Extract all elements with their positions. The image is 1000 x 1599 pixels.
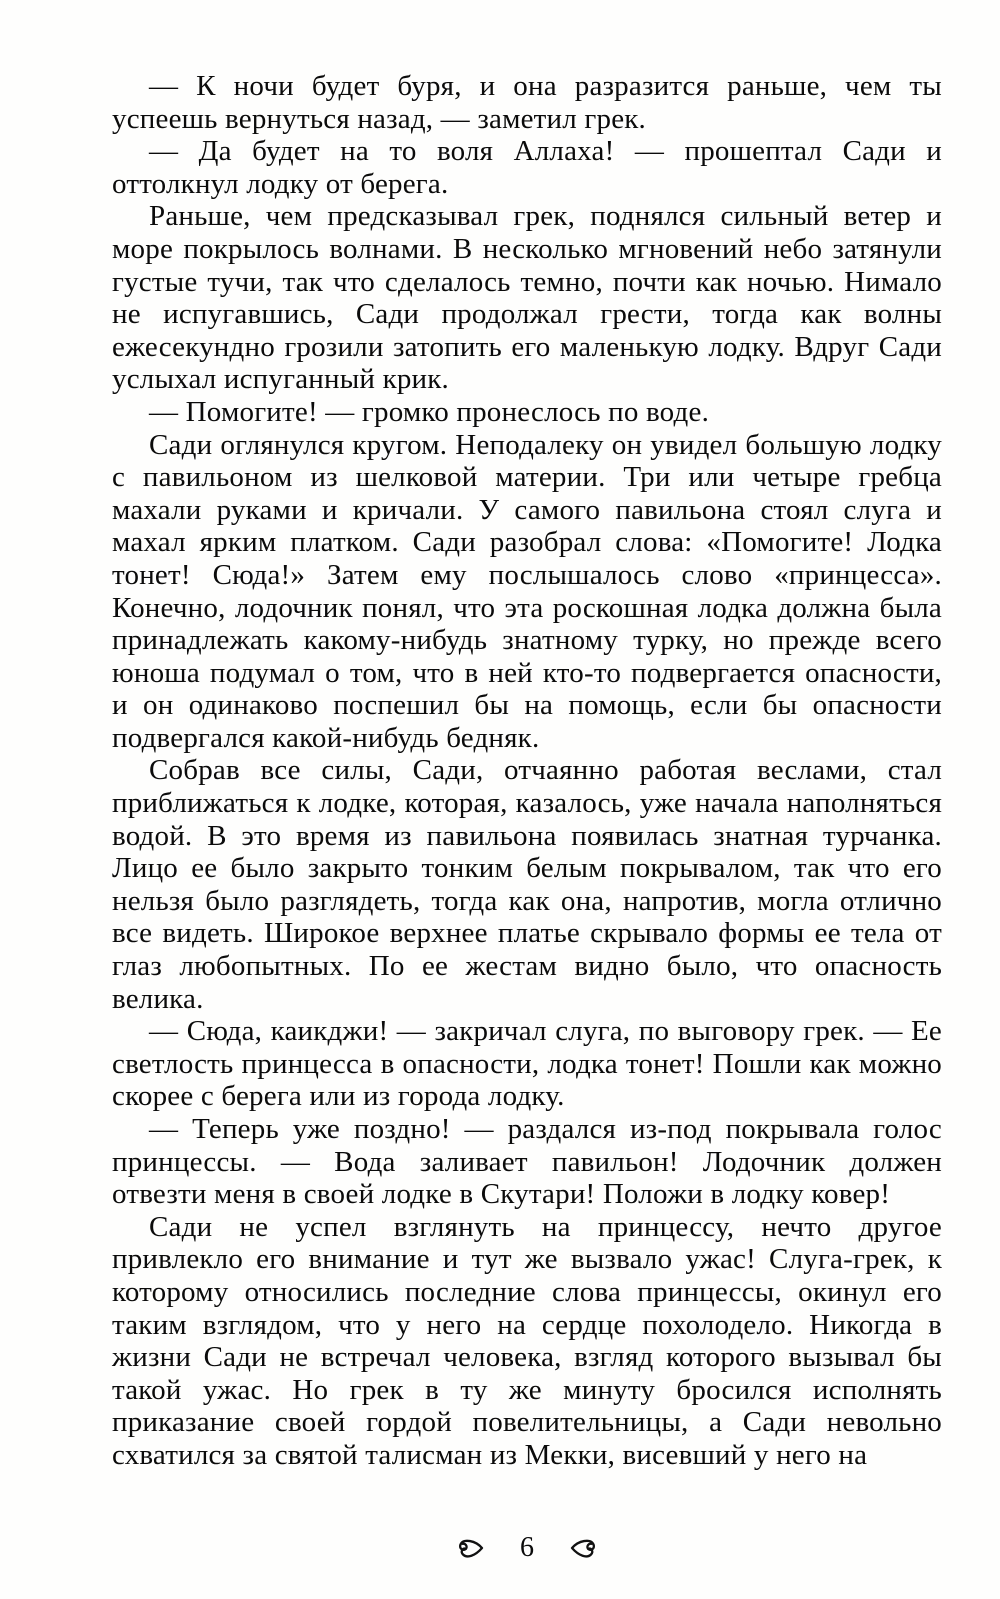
paragraph: Сади не успел взглянуть на принцессу, нечто другое привлекло его внимание и тут же вызвало ужас! Слуга-грек, к которому относились последние слова принцессы, окинул его таким взглядом, что у него на сердце похолодело. Никогда в жизни Сади не встречал человека, взгляд которого вызывал бы такой ужас. Но грек в ту же минуту бросился исполнять приказание своей гордой повелительницы, а Сади невольно схватился за святой талисман из Мекки, висевший у него на xyxy=(112,1210,942,1471)
paragraph: Сади оглянулся кругом. Неподалеку он увидел большую лодку с павильоном из шелковой материи. Три или четыре гребца махали руками и кричали. У самого павильона стоял слуга и махал ярким платком. Сади разобрал слова: «Помогите! Лодка тонет! Сюда!» Затем ему послышалось слово «принцесса». Конечно, лодочник понял, что эта роскошная лодка должна была принадлежать какому-нибудь знатному турку, но прежде всего юноша подумал о том, что в ней кто-то подвергается опасности, и он одинаково поспешил бы на помощь, если бы опасности подвергался какой-нибудь бедняк. xyxy=(112,428,942,754)
floral-flourish-left-icon xyxy=(457,1538,484,1559)
paragraph: — К ночи будет буря, и она разразится раньше, чем ты успеешь вернуться назад, — заметил грек. xyxy=(112,70,942,135)
paragraph: — Да будет на то воля Аллаха! — прошептал Сади и оттолкнул лодку от берега. xyxy=(112,135,942,200)
paragraph: — Теперь уже поздно! — раздался из-под покрывала голос принцессы. — Вода заливает павильон! Лодочник должен отвезти меня в своей лодке в Скутари! Положи в лодку ковер! xyxy=(112,1113,942,1211)
floral-flourish-right-icon xyxy=(570,1538,597,1559)
paragraph: — Помогите! — громко пронеслось по воде. xyxy=(149,395,710,428)
paragraph: Раньше, чем предсказывал грек, поднялся сильный ветер и море покрылось волнами. В несколько мгновений небо затянули густые тучи, так что сделалось темно, почти как ночью. Нимало не испугавшись, Сади продолжал грести, тогда как волны ежесекундно грозили затопить его маленькую лодку. Вдруг Сади услыхал испуганный крик. xyxy=(112,200,942,396)
paragraph: — Сюда, каикджи! — закричал слуга, по выговору грек. — Ее светлость принцесса в опасности, лодка тонет! Пошли как можно скорее с берега или из города лодку. xyxy=(112,1015,942,1113)
page-text xyxy=(112,70,942,1472)
paragraph: Собрав все силы, Сади, отчаянно работая веслами, стал приближаться к лодке, которая, казалось, уже начала наполняться водой. В это время из павильона появилась знатная турчанка. Лицо ее было закрыто тонким белым покрывалом, так что его нельзя было разглядеть, тогда как она, напротив, могла отлично все видеть. Широкое верхнее платье скрывало формы ее тела от глаз любопытных. По ее жестам видно было, что опасность велика. xyxy=(112,754,942,1015)
page-number: 6 xyxy=(520,1532,534,1563)
page-footer xyxy=(112,1534,942,1562)
